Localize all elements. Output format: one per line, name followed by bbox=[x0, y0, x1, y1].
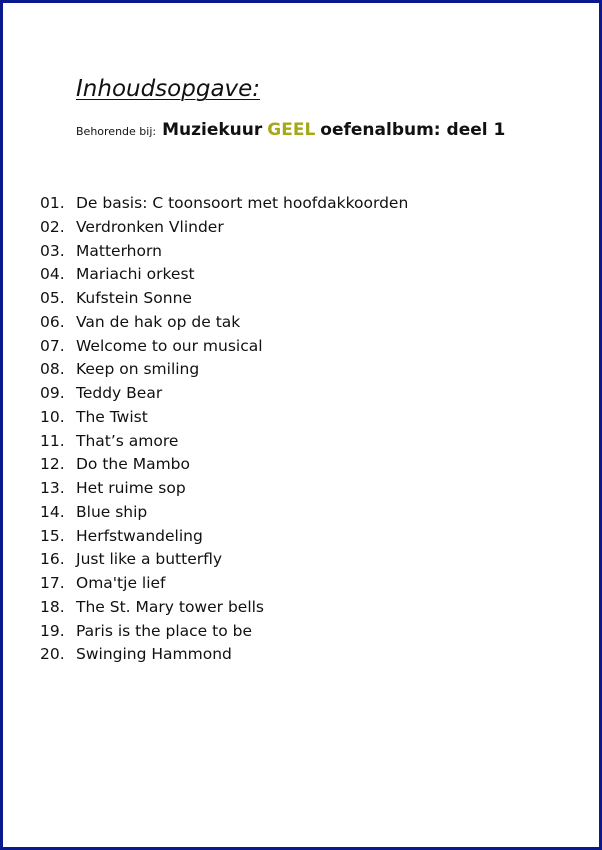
toc-number: 01. bbox=[40, 194, 65, 212]
toc-item bbox=[40, 406, 408, 430]
toc-title: Keep on smiling bbox=[76, 360, 200, 379]
toc-item bbox=[40, 311, 408, 335]
album-highlight: GEEL bbox=[267, 120, 316, 140]
toc-number: 09. bbox=[40, 384, 65, 402]
toc-title: Van de hak op de tak bbox=[76, 312, 241, 331]
toc-item bbox=[40, 216, 408, 240]
toc-title: Herfstwandeling bbox=[76, 526, 203, 545]
toc-item bbox=[40, 335, 408, 359]
toc-item bbox=[40, 477, 408, 501]
subtitle bbox=[76, 120, 505, 140]
toc-title: The St. Mary tower bells bbox=[76, 597, 265, 616]
toc-number: 14. bbox=[40, 502, 65, 521]
toc-item bbox=[40, 572, 408, 596]
toc-title: Kufstein Sonne bbox=[76, 289, 192, 307]
toc-number: 12. bbox=[40, 455, 65, 474]
toc-title: Mariachi orkest bbox=[76, 265, 195, 284]
toc-number: 18. bbox=[40, 597, 65, 616]
toc-number: 17. bbox=[40, 574, 65, 592]
toc-title: Welcome to our musical bbox=[76, 336, 263, 355]
table-of-contents bbox=[40, 192, 408, 667]
toc-number: 15. bbox=[40, 526, 65, 545]
toc-number: 11. bbox=[40, 431, 65, 450]
toc-number: 02. bbox=[40, 217, 65, 236]
toc-number: 03. bbox=[40, 241, 65, 260]
toc-number: 07. bbox=[40, 336, 65, 355]
toc-item bbox=[40, 525, 408, 549]
toc-title: Do the Mambo bbox=[76, 455, 191, 474]
toc-number: 19. bbox=[40, 621, 65, 640]
toc-item bbox=[40, 240, 408, 264]
toc-item bbox=[40, 358, 408, 382]
toc-item bbox=[40, 453, 408, 477]
toc-title: De basis: C toonsoort met hoofdakkoorden bbox=[76, 194, 409, 212]
album-name: Muziekuur bbox=[162, 120, 263, 140]
toc-number: 16. bbox=[40, 550, 65, 569]
toc-title: Het ruime sop bbox=[76, 479, 186, 497]
toc-title: That’s amore bbox=[76, 431, 179, 450]
toc-title: The Twist bbox=[76, 407, 148, 426]
album-part: oefenalbum: deel 1 bbox=[320, 120, 506, 140]
toc-item bbox=[40, 643, 408, 667]
toc-title: Teddy Bear bbox=[76, 384, 163, 402]
toc-item bbox=[40, 263, 408, 287]
toc-number: 20. bbox=[40, 645, 65, 664]
toc-item bbox=[40, 548, 408, 572]
toc-item bbox=[40, 382, 408, 406]
toc-title: Paris is the place to be bbox=[76, 621, 252, 640]
toc-item bbox=[40, 620, 408, 644]
toc-item bbox=[40, 192, 408, 216]
toc-item bbox=[40, 430, 408, 454]
toc-title: Just like a butterfly bbox=[76, 550, 223, 569]
toc-title: Matterhorn bbox=[76, 241, 162, 260]
toc-title: Swinging Hammond bbox=[76, 645, 232, 664]
toc-number: 06. bbox=[40, 312, 65, 331]
toc-number: 04. bbox=[40, 265, 65, 284]
page-title: Inhoudsopgave: bbox=[76, 76, 261, 102]
toc-number: 08. bbox=[40, 360, 65, 379]
subtitle-prefix: Behorende bij: bbox=[76, 125, 157, 138]
toc-number: 10. bbox=[40, 407, 65, 426]
toc-number: 05. bbox=[40, 289, 65, 307]
toc-title: Oma'tje lief bbox=[76, 574, 166, 592]
toc-title: Blue ship bbox=[76, 502, 148, 521]
toc-number: 13. bbox=[40, 479, 65, 497]
toc-item bbox=[40, 287, 408, 311]
toc-item bbox=[40, 596, 408, 620]
toc-title: Verdronken Vlinder bbox=[76, 217, 224, 236]
toc-item bbox=[40, 501, 408, 525]
